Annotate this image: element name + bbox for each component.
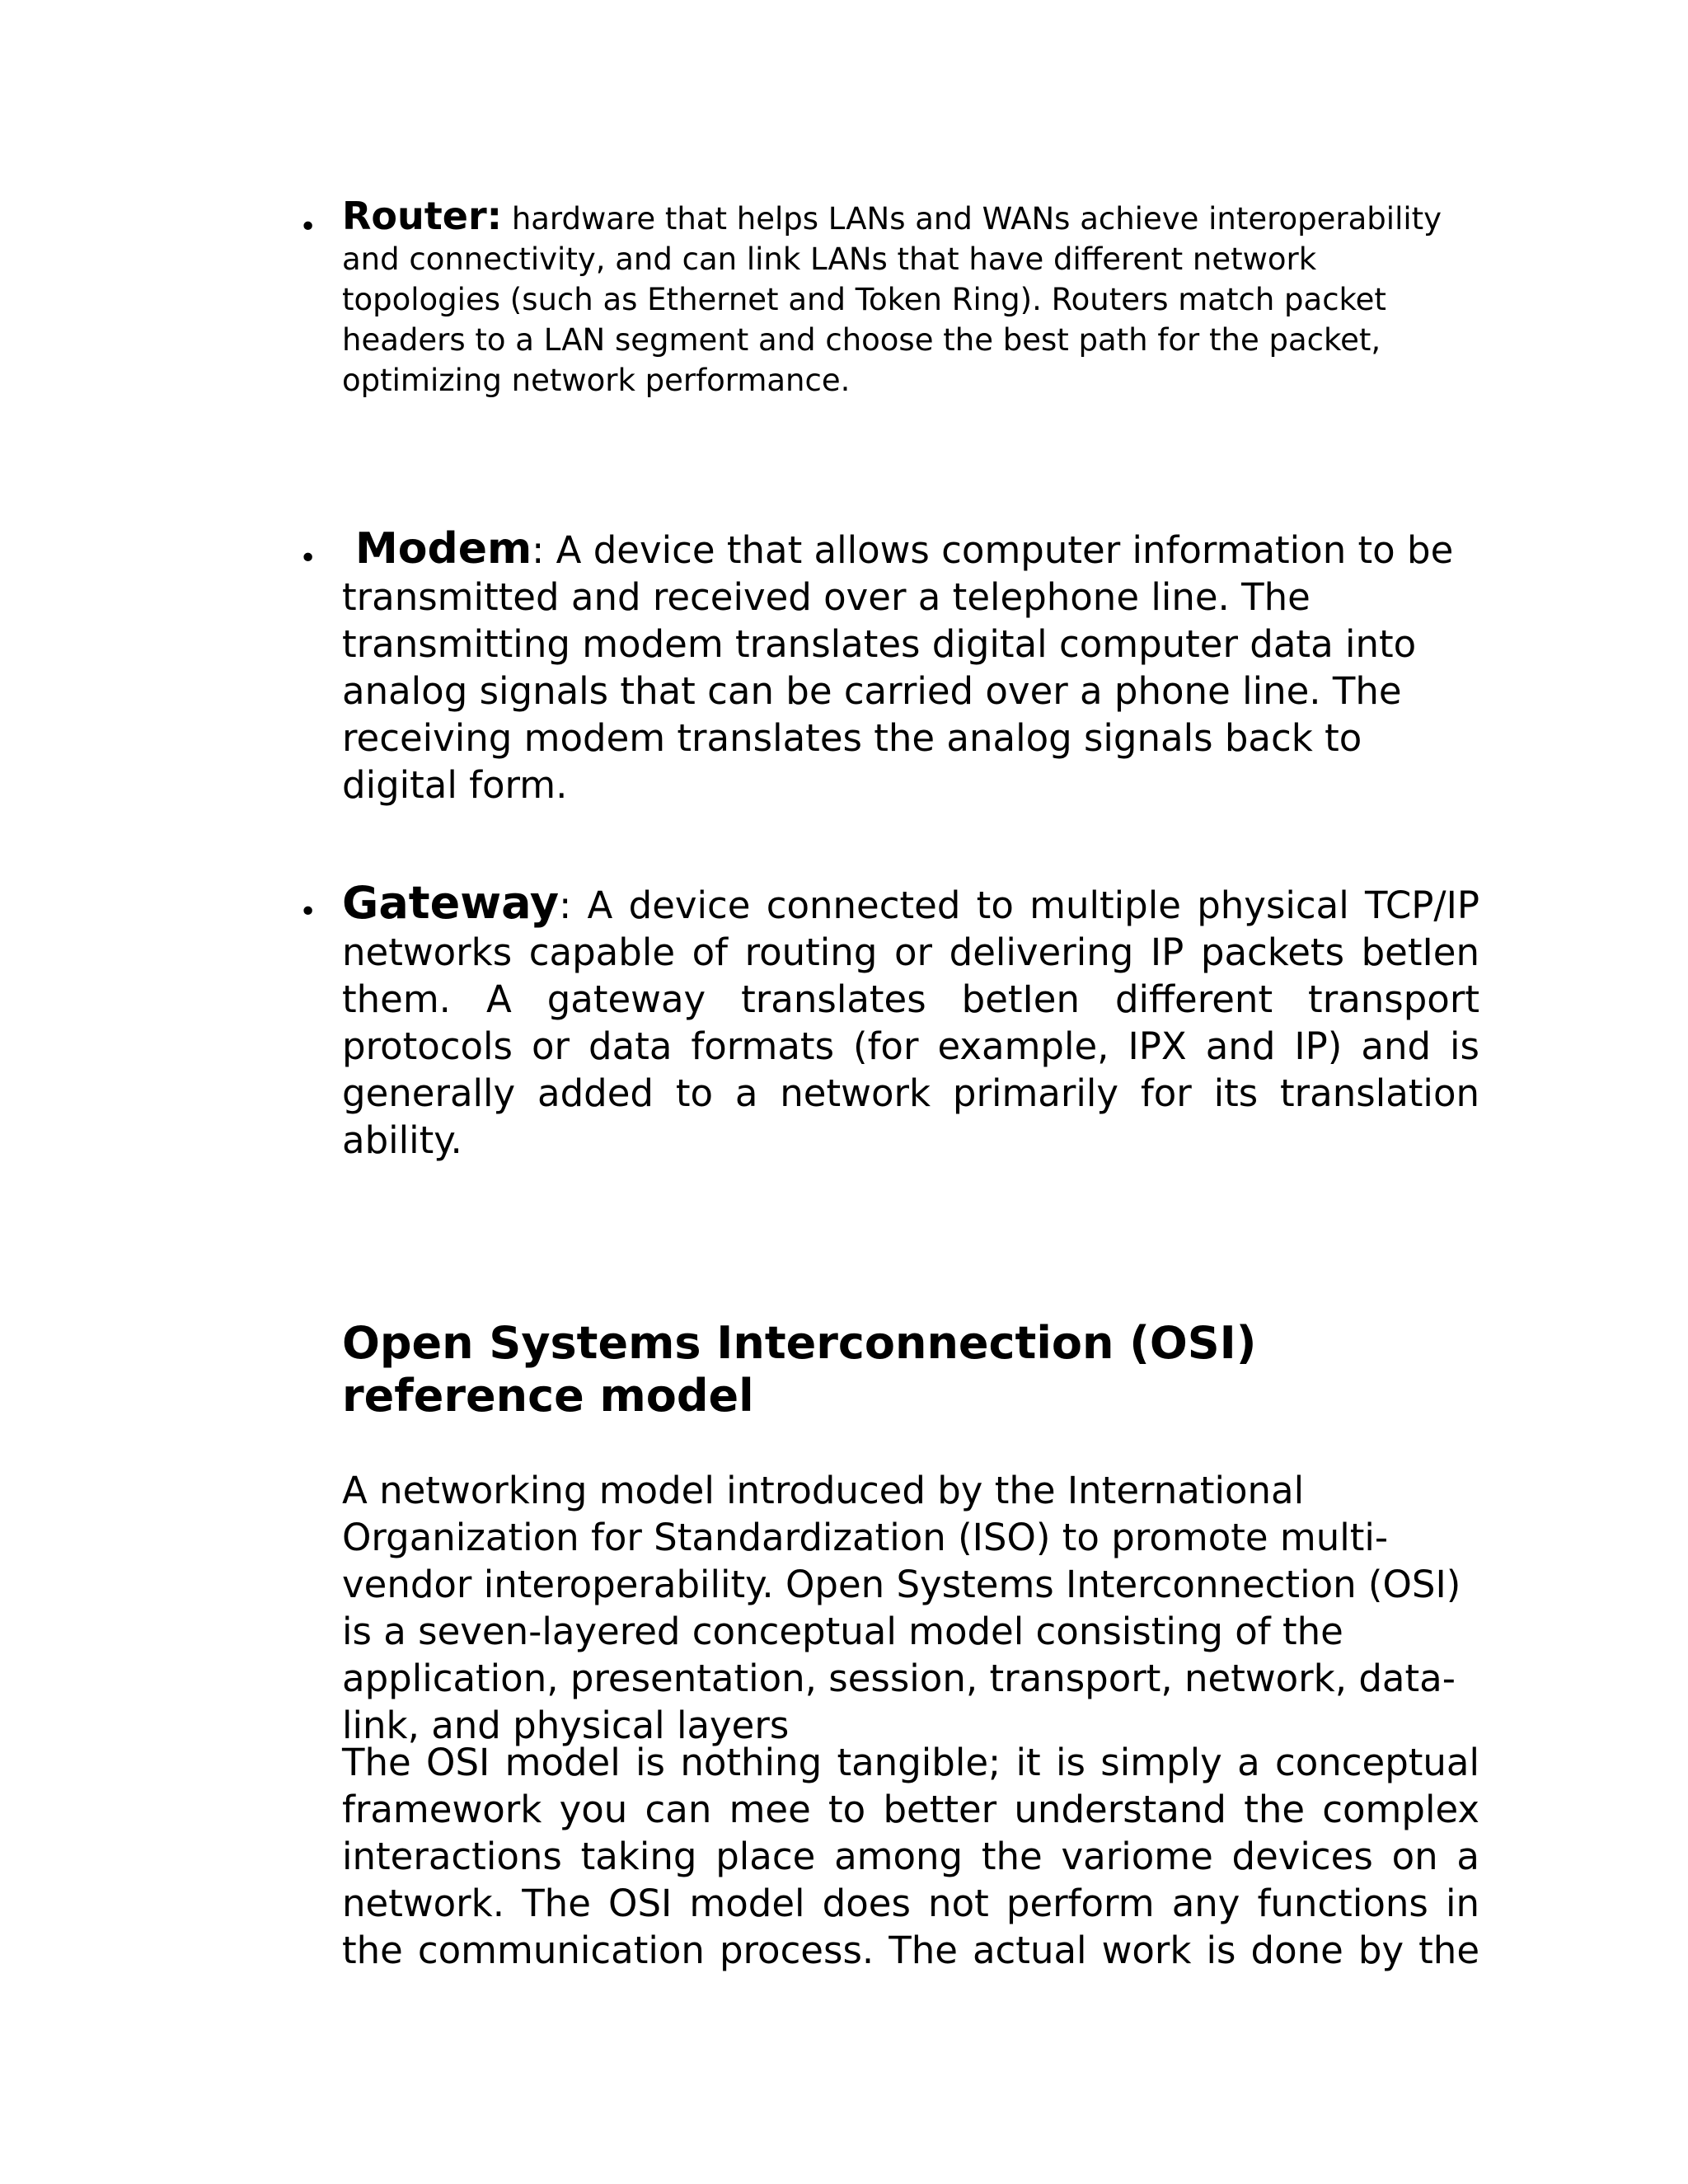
bullet-dot-icon: • xyxy=(299,210,317,244)
bullet-term: Modem xyxy=(355,524,532,574)
bullet-paragraph xyxy=(342,879,1479,1164)
bullet-term: Gateway xyxy=(342,877,560,929)
bullet-item-modem xyxy=(299,524,1479,808)
bullet-dot-icon: • xyxy=(299,541,317,575)
bullet-paragraph xyxy=(342,196,1479,401)
bullet-term: Router: xyxy=(342,194,503,238)
bullet-paragraph xyxy=(342,526,1479,808)
section-paragraph-1: A networking model introduced by the International Organization for Standardization (ISO) to promote multi-vendor interoperability. Open Systems Interconnection (OSI) is a seven-layered conceptual model consisting of the application, presentation, session, transport, network, data-link, and physical layers xyxy=(342,1469,1461,1747)
bullet-dot-icon: • xyxy=(299,895,317,929)
bullet-text: : A device that allows computer information to be transmitted and received over a telephone line. The transmitting modem translates digital computer data into analog signals that can be carried over a phone line. The receiving modem translates the analog signals back to digital form. xyxy=(342,528,1454,807)
bullet-text: hardware that helps LANs and WANs achieve interoperability and connectivity, and can link LANs that have different network topologies (such as Ethernet and Token Ring). Routers match packet headers to a LAN segment and choose the best path for the packet, optimizing network performance. xyxy=(342,201,1442,398)
section-heading: Open Systems Interconnection (OSI) reference model xyxy=(342,1317,1257,1422)
bullet-text: : A device connected to multiple physical TCP/IP networks capable of routing or delivering IP packets betIen them. A gateway translates betIen different transport protocols or data formats (for example, IPX and IP) and is generally added to a network primarily for its translation ability. xyxy=(342,883,1479,1162)
bullet-item-router xyxy=(299,194,1479,401)
section-paragraph-2: The OSI model is nothing tangible; it is simply a conceptual framework you can mee to better understand the complex interactions taking place among the variome devices on a network. The OSI model does not perform any functions in the communication process. The actual work is done by the xyxy=(342,1741,1479,1972)
bullet-item-gateway xyxy=(299,877,1479,1164)
